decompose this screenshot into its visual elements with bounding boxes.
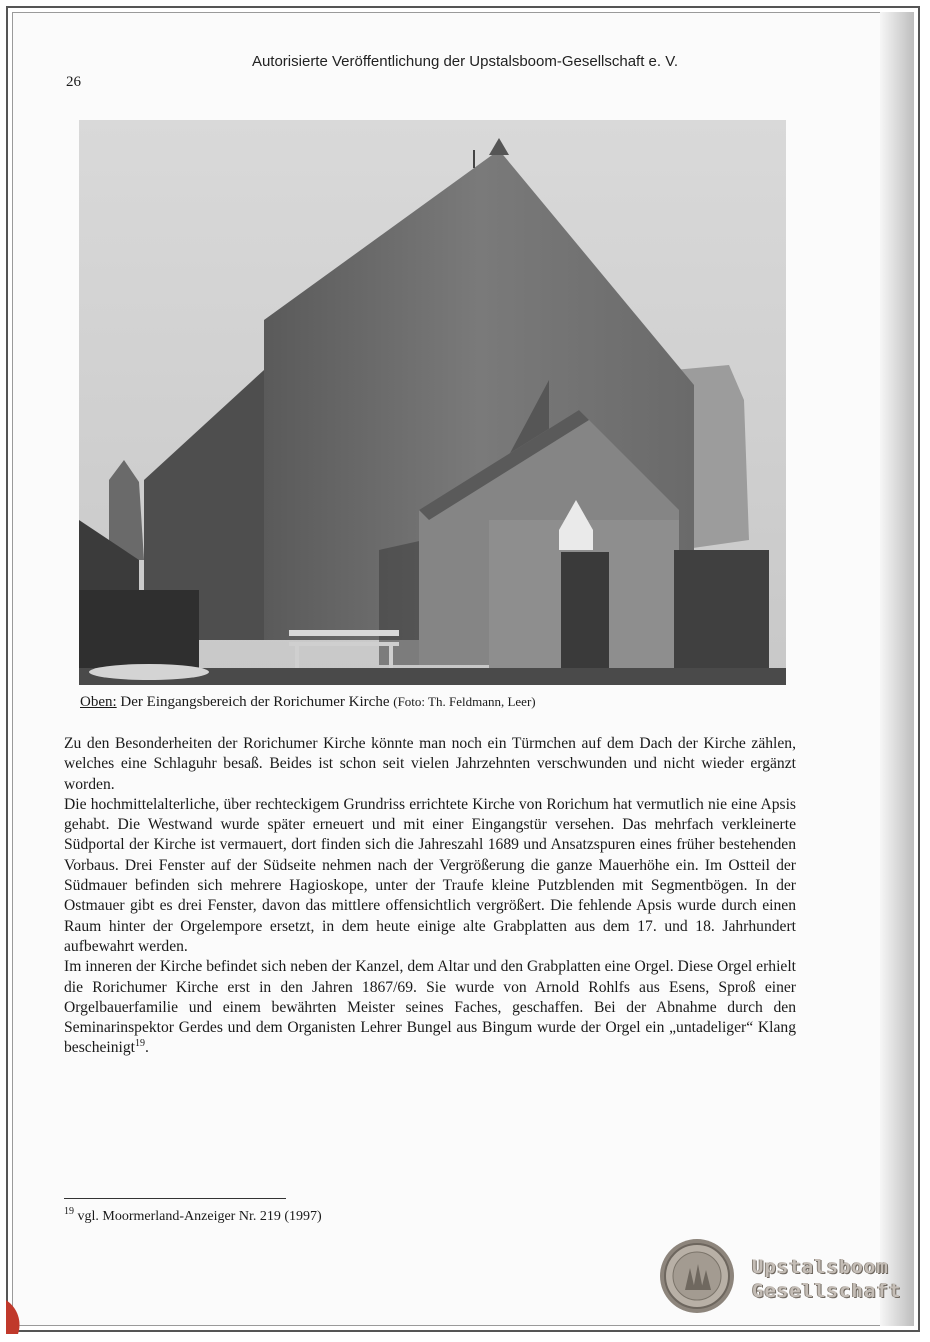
body-text [64,734,796,1059]
page-edge-shadow [880,12,914,1326]
brand-line-1: Upstalsboom [752,1256,889,1278]
footnote-divider [64,1198,286,1199]
footnote-reference: 19 [135,1038,146,1050]
seal-logo-icon [659,1238,735,1314]
paragraph-text: Im inneren der Kirche befindet sich neben der Kanzel, dem Altar und den Grabplatten eine Orgel. Diese Orgel erhielt die Rorichumer Kirche erst in den Jahren 1867/69. Sie wurde von Arnold Rohlfs aus Esens, Sproß einer Orgelbauerfamilie und einem bewährten Meister seines Faches, geschaffen. Bei der Abnahme durch den Seminarinspektor Gerdes und dem Organisten Lehrer Bungel aus Bingum wurde der Orgel ein „untadeliger“ Klang bescheinigt [64,958,796,1057]
caption-credit: (Foto: Th. Feldmann, Leer) [393,694,536,709]
photo-caption [80,694,536,711]
paragraph-end: . [145,1039,149,1057]
footnote [64,1206,322,1225]
paragraph [64,957,796,1058]
caption-text: Der Eingangsbereich der Rorichumer Kirche [116,694,394,710]
page-number: 26 [66,74,81,90]
caption-label: Oben: [80,694,117,710]
brand-line-2: Gesellschaft [752,1280,902,1302]
footnote-number: 19 [64,1206,74,1217]
paragraph: Die hochmittelalterliche, über rechteckigem Grundriss errichtete Kirche von Rorichum hat vermutlich nie eine Apsis gehabt. Die Westwand wurde später erneuert und mit einer Eingangstür versehen. Das mehrfach verkleinerte Südportal der Kirche ist vermauert, dort finden sich die Jahreszahl 1689 und Ansatzspuren eines früher bestehenden Vorbaus. Drei Fenster auf der Südseite nehmen nach der Vergrößerung die ganze Mauerhöhe ein. Im Ostteil der Südmauer befinden sich mehrere Hagioskope, unter der Traufe kleine Putzblenden mit Segmentbögen. In der Ostmauer gibt es drei Fenster, davon das mittlere offensichtlich vergrößert. Die fehlende Apsis wurde durch einen Raum hinter der Orgelempore ersetzt, in dem heute einige alte Grabplatten aus dem 17. und 18. Jahrhundert aufbewahrt werden. [64,795,796,955]
brand-wordmark [752,1255,901,1303]
church-photo [79,120,786,685]
running-header: Autorisierte Veröffentlichung der Upstalsboom-Gesellschaft e. V. [251,53,679,70]
footnote-text: vgl. Moormerland-Anzeiger Nr. 219 (1997) [74,1209,322,1224]
corner-mark-icon [6,1300,24,1334]
paragraph: Zu den Besonderheiten der Rorichumer Kirche könnte man noch ein Türmchen auf dem Dach der Kirche zählen, welches eine Schlaguhr besaß. Beides ist schon seit vielen Jahrzehnten verschwunden und nicht wieder ergänzt worden. [64,735,796,793]
